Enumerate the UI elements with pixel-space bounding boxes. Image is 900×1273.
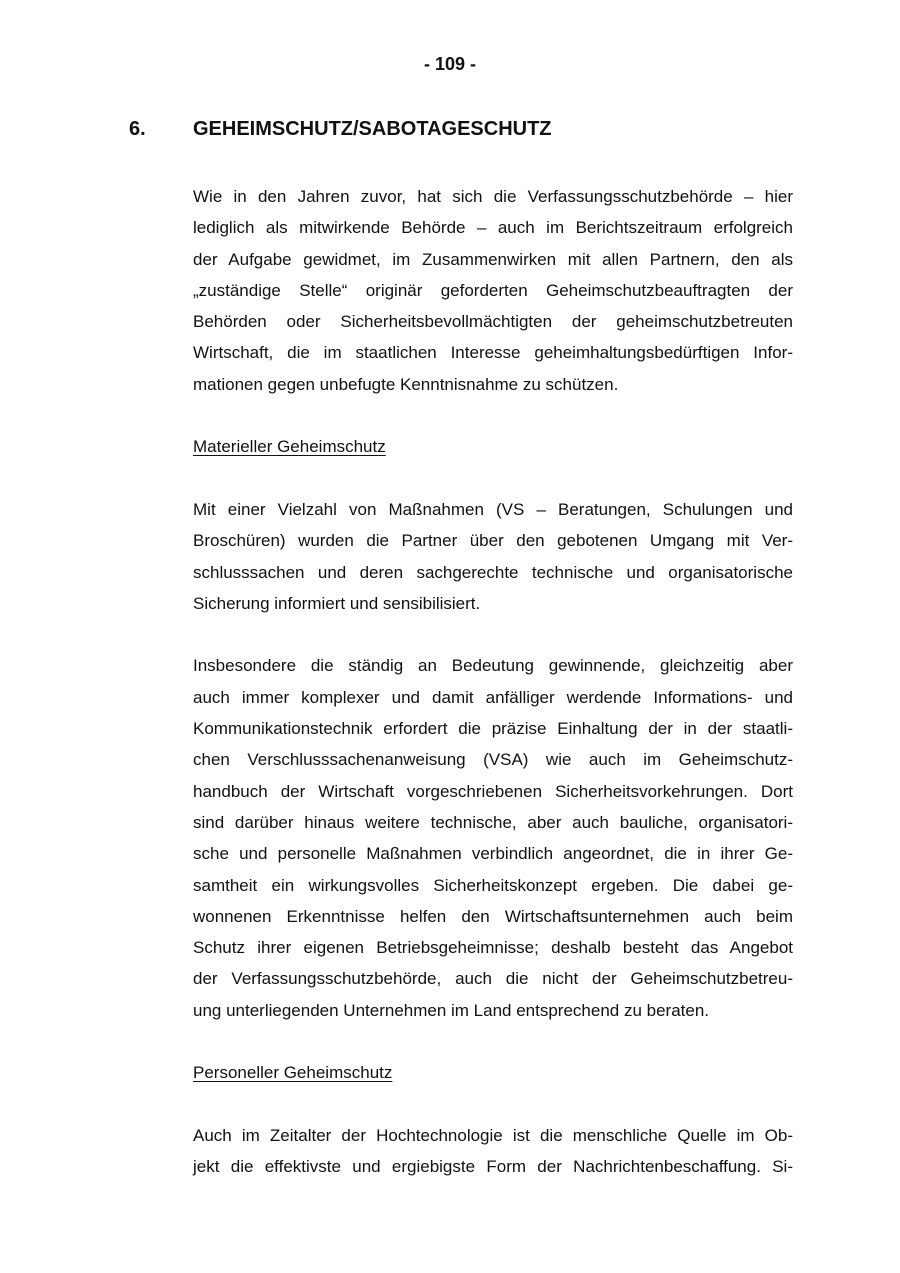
text-line: Mit einer Vielzahl von Maßnahmen (VS – Beratungen, Schulungen und [193,499,793,519]
intro-paragraph [193,181,793,400]
page-number: - 109 - [423,54,477,74]
text-line: Auch im Zeitalter der Hochtechnologie ist die menschliche Quelle im Ob- [193,1125,793,1145]
text-line: samtheit ein wirkungsvolles Sicherheitskonzept ergeben. Die dabei ge- [193,875,793,895]
text-line: Sicherung informiert und sensibilisiert. [193,593,481,613]
text-line: Schutz ihrer eigenen Betriebsgeheimnisse; deshalb besteht das Angebot [193,938,793,958]
section-heading-material: Materieller Geheimschutz [193,437,386,457]
text-line: lediglich als mitwirkende Behörde – auch im Berichtszeitraum erfolgreich [193,218,793,238]
text-line: Wie in den Jahren zuvor, hat sich die Verfassungsschutzbehörde – hier [193,187,793,206]
material-paragraph-1 [193,494,793,619]
text-line: wonnenen Erkenntnisse helfen den Wirtschaftsunternehmen auch beim [193,906,793,926]
text-line: der Verfassungsschutzbehörde, auch die nicht der Geheimschutzbetreu- [193,969,793,989]
chapter-number: 6. [129,118,146,140]
text-line: mationen gegen unbefugte Kenntnisnahme zu schützen. [193,374,619,394]
text-line: handbuch der Wirtschaft vorgeschriebenen Sicherheitsvorkehrungen. Dort [193,781,793,801]
personal-paragraph-1 [193,1120,793,1183]
text-line: der Aufgabe gewidmet, im Zusammenwirken mit allen Partnern, den als [193,249,793,269]
chapter-title: GEHEIMSCHUTZ/SABOTAGESCHUTZ [193,118,552,140]
text-line: chen Verschlusssachenanweisung (VSA) wie auch im Geheimschutz- [193,750,793,770]
text-line: schlusssachen und deren sachgerechte technische und organisatorische [193,562,793,582]
text-line: „zuständige Stelle“ originär geforderten Geheimschutzbeauftragten der [193,280,793,300]
text-line: auch immer komplexer und damit anfälliger werdende Informations- und [193,687,793,707]
text-line: sche und personelle Maßnahmen verbindlich angeordnet, die in ihrer Ge- [193,844,793,864]
section-heading-personal: Personeller Geheimschutz [193,1063,393,1083]
text-line: Broschüren) wurden die Partner über den gebotenen Umgang mit Ver- [193,531,793,551]
text-line: Behörden oder Sicherheitsbevollmächtigten der geheimschutzbetreuten [193,312,793,332]
text-line: Wirtschaft, die im staatlichen Interesse geheimhaltungsbedürftigen Infor- [193,343,793,363]
text-line: jekt die effektivste und ergiebigste Form der Nachrichtenbeschaffung. Si- [193,1157,793,1177]
text-line: Insbesondere die ständig an Bedeutung gewinnende, gleichzeitig aber [193,656,793,676]
text-line: Kommunikationstechnik erfordert die präzise Einhaltung der in der staatli- [193,719,793,739]
text-line: sind darüber hinaus weitere technische, aber auch bauliche, organisatori- [193,812,793,832]
material-paragraph-2 [193,650,793,1026]
document-body [193,181,793,1183]
text-line: ung unterliegenden Unternehmen im Land entsprechend zu beraten. [193,1000,710,1020]
